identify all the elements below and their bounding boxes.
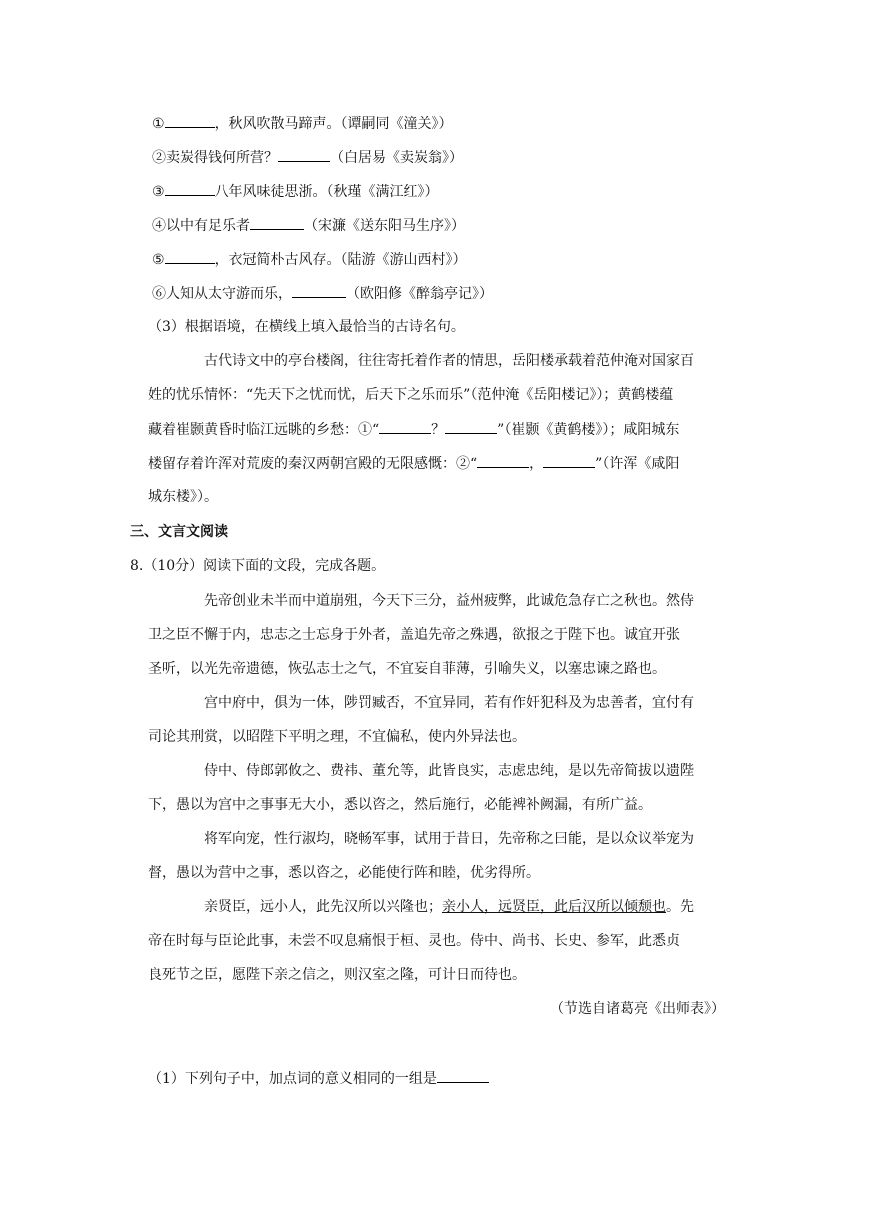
fill-item-6 bbox=[152, 283, 493, 304]
item-text: ②卖炭得钱何所营？ bbox=[152, 150, 278, 166]
passage-line: 督，愚以为营中之事，悉以咨之，必能使行阵和睦，优劣得所。 bbox=[148, 865, 540, 881]
passage-line: 亲贤臣，远小人，此先汉所以兴隆也；亲小人，远贤臣，此后汉所以倾颓也。先 bbox=[204, 899, 694, 915]
underlined-sentence: 亲小人，远贤臣，此后汉所以倾颓也 bbox=[442, 899, 666, 915]
answer-blank[interactable] bbox=[250, 215, 304, 230]
item-text: 八年风味徒思浙。（秋瑾《满江红》） bbox=[214, 184, 439, 200]
passage-line: 卫之臣不懈于内，忠志之士忘身于外者，盖追先帝之殊遇，欲报之于陛下也。诚宜开张 bbox=[148, 627, 680, 643]
item-number: ① bbox=[152, 116, 165, 132]
q3-paragraph-line: 姓的忧乐情怀：“先天下之忧而忧，后天下之乐而乐”（范仲淹《岳阳楼记》）；黄鹤楼蕴 bbox=[148, 387, 674, 403]
passage-line: 圣听，以光先帝遗德，恢弘志士之气，不宜妄自菲薄，引喻失义，以塞忠谏之路也。 bbox=[148, 661, 666, 677]
item-source: （宋濂《送东阳马生序》） bbox=[304, 218, 465, 234]
passage-line: 帝在时每与臣论此事，未尝不叹息痛恨于桓、灵也。侍中、尚书、长史、参军，此悉贞 bbox=[148, 933, 680, 949]
item-text: ，秋风吹散马蹄声。（谭嗣同《潼关》） bbox=[214, 116, 453, 132]
fill-item-2 bbox=[152, 147, 463, 168]
answer-blank[interactable] bbox=[278, 147, 330, 162]
section-title: 三、文言文阅读 bbox=[130, 524, 228, 540]
answer-blank[interactable] bbox=[165, 181, 215, 196]
answer-blank[interactable] bbox=[445, 419, 497, 434]
passage-line: 先帝创业未半而中道崩殂，今天下三分，益州疲弊，此诚危急存亡之秋也。然侍 bbox=[204, 593, 694, 609]
answer-blank[interactable] bbox=[543, 453, 595, 468]
answer-blank[interactable] bbox=[477, 453, 529, 468]
item-source: （欧阳修《醉翁亭记》） bbox=[346, 286, 493, 302]
passage-line: 下，愚以为宫中之事事无大小，悉以咨之，然后施行，必能裨补阙漏，有所广益。 bbox=[148, 797, 652, 813]
q3-paragraph-line: 古代诗文中的亭台楼阁，往往寄托着作者的情思，岳阳楼承载着范仲淹对国家百 bbox=[204, 353, 694, 369]
item-source: （白居易《卖炭翁》） bbox=[330, 150, 463, 166]
passage-line: 宫中府中，俱为一体，陟罚臧否，不宜异同，若有作奸犯科及为忠善者，宜付有 bbox=[204, 695, 694, 711]
answer-blank[interactable] bbox=[379, 419, 431, 434]
passage-source: （节选自诸葛亮《出师表》） bbox=[550, 1001, 725, 1017]
item-text: ⑥人知从太守游而乐， bbox=[152, 286, 292, 302]
q3-paragraph-line: 藏着崔颢黄昏时临江远眺的乡愁：①“ ？ ”（崔颢《黄鹤楼》）；咸阳城东 bbox=[148, 419, 679, 440]
q3-paragraph-line: 城东楼》）。 bbox=[148, 489, 218, 505]
answer-blank[interactable] bbox=[165, 113, 215, 128]
fill-item-1 bbox=[152, 113, 453, 134]
fill-item-4 bbox=[152, 215, 465, 236]
fill-item-5 bbox=[152, 249, 467, 270]
q3-paragraph-line: 楼留存着许浑对荒废的秦汉两朝宫殿的无限感慨：②“ ， ”（许浑《咸阳 bbox=[148, 453, 679, 474]
question-8-1: （1）下列句子中，加点词的意义相同的一组是 bbox=[148, 1068, 489, 1089]
answer-blank[interactable] bbox=[292, 283, 346, 298]
passage-line: 将军向宠，性行淑均，晓畅军事，试用于昔日，先帝称之曰能，是以众议举宠为 bbox=[204, 831, 694, 847]
passage-line: 良死节之臣，愿陛下亲之信之，则汉室之隆，可计日而待也。 bbox=[148, 967, 526, 983]
passage-line: 司论其刑赏，以昭陛下平明之理，不宜偏私，使内外异法也。 bbox=[148, 729, 526, 745]
item-number: ⑤ bbox=[152, 252, 165, 268]
item-number: ③ bbox=[152, 184, 165, 200]
item-text: ，衣冠简朴古风存。（陆游《游山西村》） bbox=[214, 252, 467, 268]
question-8-title: 8.（10分）阅读下面的文段，完成各题。 bbox=[130, 558, 386, 574]
answer-blank[interactable] bbox=[165, 249, 215, 264]
item-text: ④以中有足乐者 bbox=[152, 218, 250, 234]
answer-blank[interactable] bbox=[437, 1068, 489, 1083]
question-3-title: （3）根据语境，在横线上填入最恰当的古诗名句。 bbox=[148, 319, 465, 335]
passage-line: 侍中、侍郎郭攸之、费祎、董允等，此皆良实，志虑忠纯，是以先帝简拔以遗陛 bbox=[204, 763, 694, 779]
fill-item-3 bbox=[152, 181, 439, 202]
